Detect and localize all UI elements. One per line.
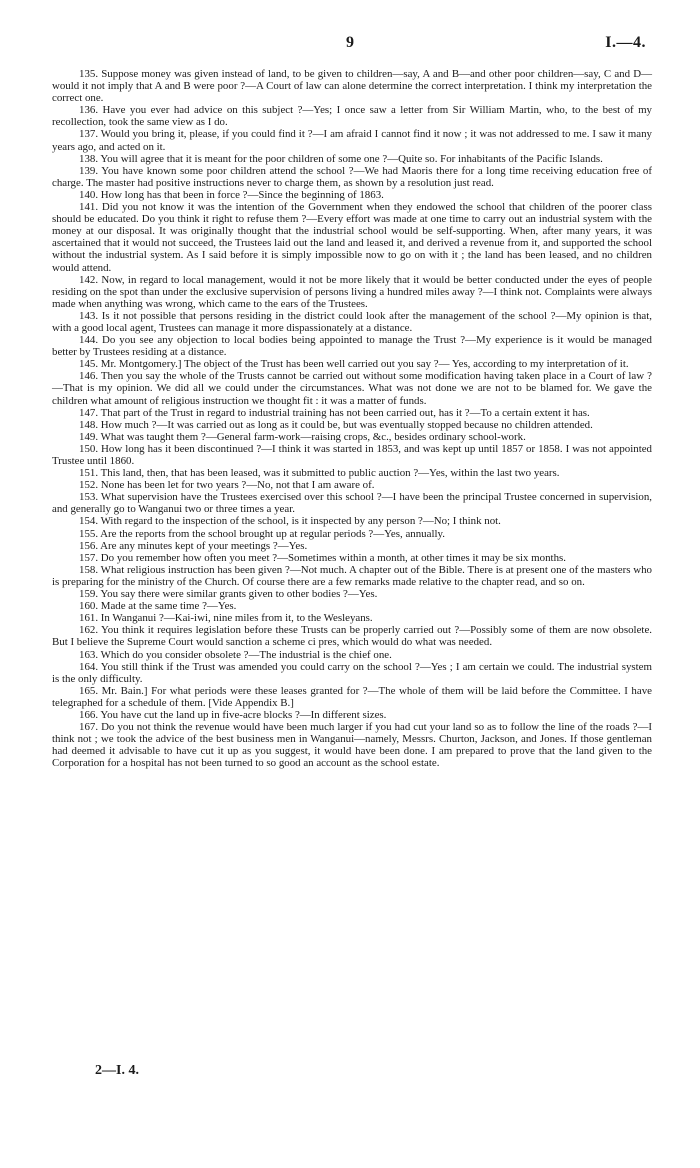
paragraph-137: 137. Would you bring it, please, if you could find it ?—I am afraid I cannot find it now ; it was not addressed to me. I saw it many years ago, and acted on it. [52, 128, 652, 153]
paragraph-167: 167. Do you not think the revenue would have been much larger if you had cut your land so as to follow the line of the roads ?—I think not ; we took the advice of the best business men in Wanganui—namely, Messrs. Churton, Jackson, and Jones. If those gentleman had deemed it advisable to have cut it up as you suggest, it would have been done. I am prepared to prove that the land given to the Corporation for a hospital has not been turned to so good an account as the school estate. [52, 721, 652, 770]
paragraph-140: 140. How long has that been in force ?—Since the beginning of 1863. [79, 188, 384, 201]
signature-mark: 2—I. 4. [95, 1063, 139, 1078]
paragraph-155: 155. Are the reports from the school brought up at regular periods ?—Yes, annually. [79, 527, 445, 540]
paragraph-165: 165. Mr. Bain.] For what periods were these leases granted for ?—The whole of them will be laid before the Committee. I have telegraphed for a schedule of them. [Vide Appendix B.] [52, 684, 652, 709]
paragraph-150: 150. How long has it been discontinued ?—I think it was started in 1853, and was kept up until 1857 or 1858. I was not appointed Trustee until 1860. [52, 442, 652, 467]
paragraph-144: 144. Do you see any objection to local bodies being appointed to manage the Trust ?—My experience is it would be managed better by Trustees residing at a distance. [52, 334, 652, 359]
paragraph-147: 147. That part of the Trust in regard to industrial training has not been carried out, has it ?—To a certain extent it has. [79, 406, 590, 419]
paragraph-139: 139. You have known some poor children attend the school ?—We had Maoris there for a long time receiving education free of charge. The master had positive instructions never to charge them, as shown by a resolution just read. [52, 164, 652, 189]
minutes-of-evidence [52, 68, 652, 769]
paragraph-145: 145. Mr. Montgomery.] The object of the Trust has been well carried out you say ?— Yes, according to my interpretation of it. [79, 358, 629, 371]
paragraph-156: 156. Are any minutes kept of your meetings ?—Yes. [79, 539, 308, 552]
paragraph-152: 152. None has been let for two years ?—No, not that I am aware of. [79, 479, 375, 492]
paragraph-166: 166. You have cut the land up in five-acre blocks ?—In different sizes. [79, 708, 387, 721]
paragraph-162: 162. You think it requires legislation before these Trusts can be properly carried out ?—Possibly some of them are now obsolete. But I believe the Supreme Court would sanction a scheme ci pres, which would do what was needed. [52, 624, 652, 649]
paragraph-159: 159. You say there were similar grants given to other bodies ?—Yes. [79, 588, 378, 601]
paragraph-157: 157. Do you remember how often you meet ?—Sometimes within a month, at other times it may be six months. [79, 551, 566, 564]
paragraph-141: 141. Did you not know it was the intention of the Government when they endowed the school that children of the poorer class should be educated. Do you think it right to refuse them ?—Every effort was made at one time to carry out an industrial system with the money at our disposal. It was originally thought that the industrial school would be self-supporting. When, after many years, it was ascertained that it would not succeed, the Trustees laid out the land and leased it, and derived a revenue from it, and supported the school without the industrial system. As I said before it is simply impossible now to go on with it ; the land has been leased, and no children would attend. [52, 201, 652, 274]
paragraph-153: 153. What supervision have the Trustees exercised over this school ?—I have been the principal Trustee concerned in supervision, and generally go to Wanganui two or three times a year. [52, 491, 652, 516]
paragraph-149: 149. What was taught them ?—General farm-work—raising crops, &c., besides ordinary school-work. [79, 430, 526, 443]
page-number: 9 [346, 34, 354, 51]
paragraph-161: 161. In Wanganui ?—Kai-iwi, nine miles from it, to the Wesleyans. [79, 612, 373, 625]
page-header [0, 34, 700, 54]
paragraph-138: 138. You will agree that it is meant for the poor children of some one ?—Quite so. For inhabitants of the Pacific Islands. [79, 152, 603, 165]
paragraph-135: 135. Suppose money was given instead of land, to be given to children—say, A and B—and other poor children—say, C and D—would it not imply that A and B were poor ?—A Court of law can alone determine the correct interpretation. I think my interpretation the correct one. [52, 68, 652, 105]
document-reference: I.—4. [605, 34, 646, 51]
paragraph-142: 142. Now, in regard to local management, would it not be more likely that it would be better conducted under the eyes of people residing on the spot than under the exclusive supervision of persons living a hundred miles away ?—I think not. Complaints were always made when anything was wrong, which came to the ears of the Trustees. [52, 273, 652, 310]
paragraph-154: 154. With regard to the inspection of the school, is it inspected by any person ?—No; I think not. [79, 515, 501, 528]
paragraph-158: 158. What religious instruction has been given ?—Not much. A chapter out of the Bible. There is at present one of the masters who is preparing for the ministry of the Church. Of course there are a few remarks made relative to the chapter read, and so on. [52, 563, 652, 588]
paragraph-146: 146. Then you say the whole of the Trusts cannot be carried out without some modification having taken place in a Court of law ?—That is my opinion. We did all we could under the circumstances. What was not done we are not to be blamed for. We gave the children what amount of religious instruction we thought fit : it was a matter of funds. [52, 370, 652, 407]
paragraph-151: 151. This land, then, that has been leased, was it submitted to public auction ?—Yes, within the last two years. [79, 467, 560, 480]
paragraph-160: 160. Made at the same time ?—Yes. [79, 600, 237, 613]
paragraph-136: 136. Have you ever had advice on this subject ?—Yes; I once saw a letter from Sir William Martin, who, to the best of my recollection, took the same view as I do. [52, 104, 652, 129]
paragraph-148: 148. How much ?—It was carried out as long as it could be, but was eventually stopped because no children attended. [79, 418, 593, 431]
paragraph-143: 143. Is it not possible that persons residing in the district could look after the management of the school ?—My opinion is that, with a good local agent, Trustees can manage it more dispassionately at a distance. [52, 309, 652, 334]
paragraph-164: 164. You still think if the Trust was amended you could carry on the school ?—Yes ; I am certain we could. The industrial system is the only difficulty. [52, 660, 652, 685]
paragraph-163: 163. Which do you consider obsolete ?—The industrial is the chief one. [79, 648, 392, 661]
